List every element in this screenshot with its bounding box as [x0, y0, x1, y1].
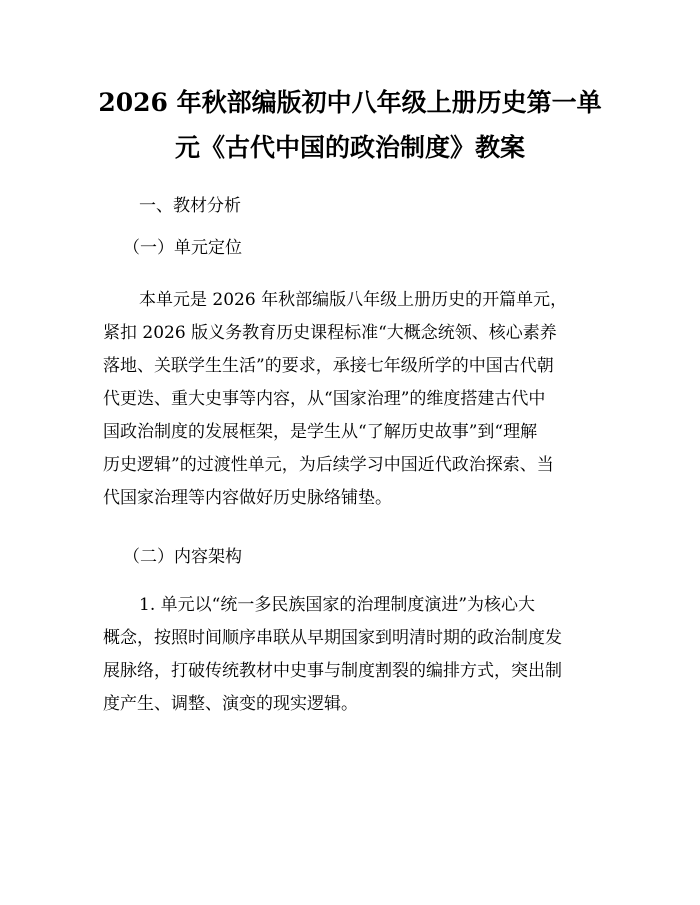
- document-title-line-1: 2026 年秋部编版初中八年级上册历史第一单: [98, 88, 602, 117]
- subsection-heading-content-structure: （二）内容架构: [123, 547, 242, 567]
- subsection-heading-unit-position: （一）单元定位: [123, 238, 242, 258]
- paragraph-line: 1. 单元以“统一多民族国家的治理制度演进”为核心大: [139, 595, 536, 615]
- paragraph-line: 度产生、调整、演变的现实逻辑。: [103, 694, 358, 714]
- paragraph-line: 落地、关联学生生活”的要求，承接七年级所学的中国古代朝: [103, 356, 554, 376]
- section-heading-analysis: 一、教材分析: [139, 196, 241, 216]
- paragraph-line: 历史逻辑”的过渡性单元，为后续学习中国近代政治探索、当: [103, 455, 554, 475]
- paragraph-line: 代国家治理等内容做好历史脉络铺垫。: [103, 488, 392, 508]
- paragraph-line: 代更迭、重大史事等内容，从“国家治理”的维度搭建古代中: [103, 389, 546, 409]
- paragraph-content-structure: [103, 589, 603, 721]
- paragraph-unit-position: [103, 284, 603, 515]
- paragraph-line: 国政治制度的发展框架，是学生从“了解历史故事”到“理解: [103, 422, 538, 442]
- paragraph-line: 紧扣 2026 版义务教育历史课程标准“大概念统领、核心素养: [103, 323, 557, 343]
- paragraph-line: 本单元是 2026 年秋部编版八年级上册历史的开篇单元，: [139, 290, 568, 310]
- paragraph-line: 展脉络，打破传统教材中史事与制度割裂的编排方式，突出制: [103, 661, 562, 681]
- document-title-line-2: 元《古代中国的政治制度》教案: [174, 133, 525, 162]
- paragraph-line: 概念，按照时间顺序串联从早期国家到明清时期的政治制度发: [103, 628, 562, 648]
